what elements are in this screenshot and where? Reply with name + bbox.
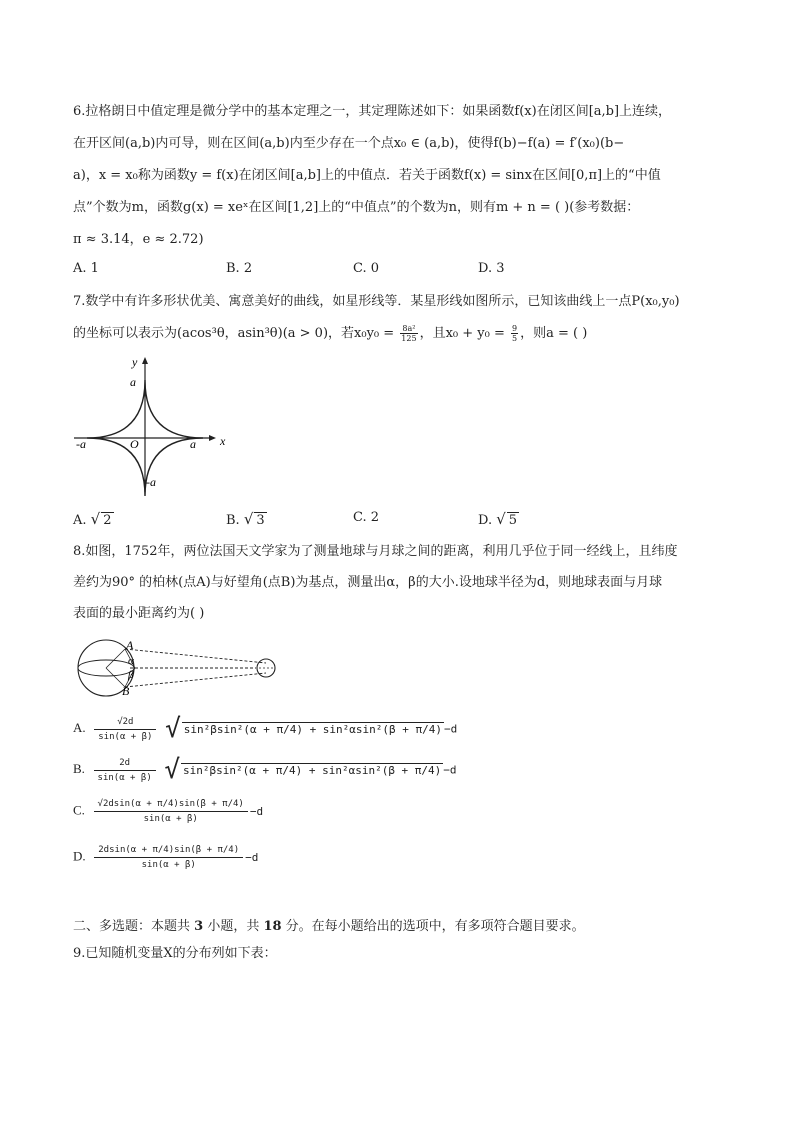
q8-option-b-fraction [94,756,156,785]
q8-line-3: 表面的最小距离约为( ) [73,606,205,621]
label-point-a: A [126,638,134,652]
sqrt-icon: √ [243,510,254,528]
q6-option-a: A. 1 [73,261,99,276]
q8-option-b-tail: −d [443,763,457,777]
q7-fraction-1-num: 8a² [400,324,417,334]
section-2-score: 18 [263,919,282,934]
q7-line-2 [73,324,587,343]
q7-line-1: 7.数学中有许多形状优美、寓意美好的曲线，如星形线等．某星形线如图所示，已知该曲线上一点P(x₀,y₀) [73,294,680,309]
y-axis-arrow [142,357,148,364]
sqrt-icon: √ [165,714,181,744]
q6-option-c: C. 0 [353,261,380,276]
q8-option-b [73,755,457,785]
q6-line-1: 6.拉格朗日中值定理是微分学中的基本定理之一，其定理陈述如下：如果函数f(x)在闭区间[a,b]上连续， [73,104,672,119]
section-2-count: 3 [194,919,204,934]
q7-fraction-2 [511,324,518,343]
section-2-mid: 小题，共 [203,919,264,934]
q8-option-d [73,843,258,872]
q7-option-d-radicand: 5 [508,513,518,528]
q8-option-d-letter: D. [73,848,86,864]
q8-option-a-fraction [94,715,156,744]
x-axis-arrow [209,435,216,441]
q8-option-d-fraction [94,843,243,872]
q7-fraction-2-num: 9 [511,324,518,333]
q6-line-4: 点”个数为m，函数g(x) = xeˣ在区间[1,2]上的“中值点”的个数为n，则有m + n = ( )(参考数据： [73,200,640,215]
q7-option-c [353,510,379,525]
q8-option-d-num: 2dsin(α + π/4)sin(β + π/4) [94,843,243,858]
q9-line-1: 9.已知随机变量X的分布列如下表： [73,946,277,961]
sqrt-icon: √ [496,510,506,528]
q7-option-b [226,510,267,528]
q8-option-c-den: sin(α + β) [143,814,198,824]
x-axis-label: x [220,434,226,448]
q8-option-d-tail: −d [245,851,259,864]
label-bottom-a: -a [146,475,156,489]
q7-option-d [478,510,519,528]
label-top-a: a [130,375,136,389]
q8-option-a-letter: A. [73,720,86,735]
q7-line-2-b: ，且x₀ + y₀ = [419,326,509,341]
q8-option-c-letter: C. [73,802,85,818]
q8-option-b-letter: B. [73,761,85,776]
q6-line-2: 在开区间(a,b)内可导，则在区间(a,b)内至少存在一个点x₀ ∈ (a,b)，使得f(b)−f(a) = f′(x₀)(b− [73,136,625,151]
q8-option-d-den: sin(α + β) [141,860,196,870]
q8-line-2: 差约为90° 的柏林(点A)与好望角(点B)为基点，测量出α，β的大小.设地球半径为d，则地球表面与月球 [73,575,663,590]
section-2-post: 分。在每小题给出的选项中，有多项符合题目要求。 [281,919,585,934]
q6-option-b: B. 2 [226,261,253,276]
y-axis-label: y [132,355,138,369]
earth-moon-figure [70,637,285,699]
sight-line-upper [125,649,266,663]
q8-option-a-root: sin²βsin²(α + π/4) + sin²αsin²(β + π/4) [183,723,443,736]
q8-option-b-den: sin(α + β) [97,772,152,783]
q7-option-b-letter: B. [226,513,240,528]
astroid-figure [70,352,230,500]
q8-option-a [73,714,457,744]
q8-option-a-den: sin(α + β) [98,731,153,742]
q8-option-b-root: sin²βsin²(α + π/4) + sin²αsin²(β + π/4) [183,764,442,777]
sight-line-lower [125,673,266,687]
label-left-a: -a [76,437,86,451]
q7-option-c-letter: C. [353,510,367,525]
q6-line-3: a)，x = x₀称为函数y = f(x)在闭区间[a,b]上的中值点．若关于函数f(x) = sinx在区间[0,π]上的“中值 [73,168,661,183]
label-origin: O [130,437,139,451]
q7-fraction-1 [400,324,417,343]
q8-option-b-num: 2d [94,756,156,771]
label-beta: β [128,669,134,681]
label-point-b: B [122,684,130,698]
q7-fraction-2-den: 5 [511,334,518,343]
q7-option-d-letter: D. [478,513,493,528]
q7-option-c-value: 2 [370,510,380,525]
q8-option-a-tail: −d [444,722,458,736]
radius-a [106,649,125,668]
q7-fraction-1-den: 125 [401,334,417,343]
q8-line-1: 8.如图，1752年，两位法国天文学家为了测量地球与月球之间的距离，利用几乎位于同一经线上，且纬度 [73,544,678,559]
section-2-heading [73,915,585,934]
q8-option-c [73,797,263,826]
q7-option-a-radicand: 2 [103,513,112,528]
sqrt-icon: √ [90,510,101,528]
q8-option-a-num: √2d [94,715,156,730]
q8-option-c-fraction [94,797,248,826]
q7-line-2-a: 的坐标可以表示为(acos³θ，asin³θ)(a > 0)，若x₀y₀ = [73,326,399,341]
sqrt-icon: √ [164,755,181,785]
q7-option-b-radicand: 3 [256,513,265,528]
q8-option-c-tail: −d [249,805,264,818]
q7-option-a-letter: A. [73,513,87,528]
label-right-a: a [190,437,196,451]
q7-option-a [73,510,114,528]
q7-line-2-c: ，则a = ( ) [520,326,588,341]
q8-option-c-num: √2dsin(α + π/4)sin(β + π/4) [94,797,248,812]
section-2-pre: 二、多选题：本题共 [73,919,195,934]
q6-line-5: π ≈ 3.14，e ≈ 2.72) [73,232,204,247]
label-alpha: α [128,655,134,667]
q6-option-d: D. 3 [478,261,505,276]
